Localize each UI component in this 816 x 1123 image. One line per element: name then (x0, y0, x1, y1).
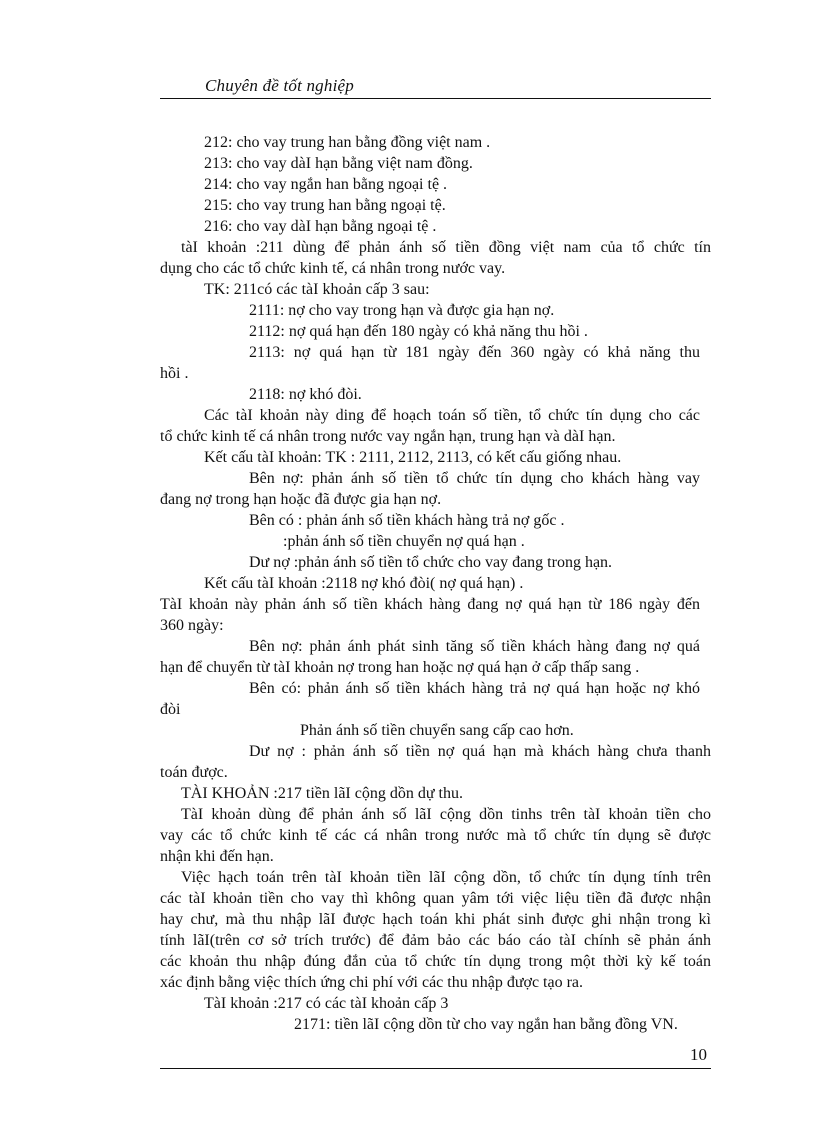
header-divider (160, 98, 711, 99)
text-line: tính lãI(trên cơ sở trích trước) để đảm bảo các báo cáo tàI chính sẽ phản ánh (160, 932, 711, 949)
text-line: 212: cho vay trung han bằng đồng việt nam . (204, 134, 491, 151)
text-line: các tàI khoản tiền cho vay thì không quan yâm tới việc liệu tiền đã được nhận (160, 890, 711, 907)
text-line: Dư nợ :phản ánh số tiền tổ chức cho vay đang trong hạn. (249, 554, 613, 571)
text-line: Việc hạch toán trên tàI khoản tiền lãI cộng dồn, tổ chức tín dụng tính trên (181, 869, 711, 886)
text-line: Kết cấu tàI khoản :2118 nợ khó đòi( nợ quá hạn) . (204, 575, 524, 592)
text-line: Dư nợ : phản ánh số tiền nợ quá hạn mà khách hàng chưa thanh (249, 743, 711, 760)
text-line: đang nợ trong hạn hoặc đã được gia hạn nợ. (160, 491, 442, 508)
text-line: dụng cho các tổ chức kinh tế, cá nhân trong nước vay. (160, 260, 506, 277)
text-line: hạn để chuyển từ tàI khoản nợ trong han hoặc nợ quá hạn ở cấp thấp sang . (160, 659, 640, 676)
text-line: đòi (160, 701, 181, 718)
text-line: 215: cho vay trung han bằng ngoại tệ. (204, 197, 446, 214)
text-line: Bên có: phản ánh số tiền khách hàng trả nợ quá hạn hoặc nợ khó (249, 680, 700, 697)
page-header-title: Chuyên đề tốt nghiệp (205, 76, 354, 95)
text-line: nhận khi đến hạn. (160, 848, 274, 865)
text-line: xác định bằng việc thích ứng chi phí với các thu nhập được tạo ra. (160, 974, 584, 991)
text-line: tổ chức kinh tế cá nhân trong nước vay ngắn hạn, trung hạn và dàI hạn. (160, 428, 616, 445)
text-line: toán được. (160, 764, 228, 781)
text-line: TK: 211có các tàI khoản cấp 3 sau: (204, 281, 430, 298)
text-line: các khoản thu nhập đúng đắn của tổ chức tín dụng trong một thời kỳ kế toán (160, 953, 711, 970)
text-line: vay các tổ chức kinh tế các cá nhân trong nước mà tổ chức tín dụng sẽ được (160, 827, 711, 844)
text-line: :phản ánh số tiền chuyển nợ quá hạn . (283, 533, 525, 550)
text-line: 216: cho vay dàI hạn bằng ngoại tệ . (204, 218, 437, 235)
text-line: 214: cho vay ngắn han bằng ngoại tệ . (204, 176, 448, 193)
text-line: TàI khoản dùng để phản ánh số lãI cộng dồn tinhs trên tàI khoản tiền cho (181, 806, 711, 823)
text-line: Phản ánh số tiền chuyển sang cấp cao hơn. (300, 722, 574, 739)
text-line: 2171: tiền lãI cộng dồn từ cho vay ngắn han bằng đồng VN. (294, 1016, 678, 1033)
text-line: hay chư, mà thu nhập lãI được hạch toán khi phát sinh được ghi nhận trong kì (160, 911, 711, 928)
text-line: 2113: nợ quá hạn từ 181 ngày đến 360 ngày có khả năng thu (249, 344, 700, 361)
text-line: tàI khoản :211 dùng để phản ánh số tiền đồng việt nam của tổ chức tín (181, 239, 711, 256)
text-line: 360 ngày: (160, 617, 224, 634)
footer-divider (160, 1068, 711, 1069)
text-line: TàI khoản :217 có các tàI khoản cấp 3 (204, 995, 449, 1012)
page-number: 10 (690, 1045, 707, 1064)
text-line: Kết cấu tàI khoản: TK : 2111, 2112, 2113, có kết cấu giống nhau. (204, 449, 622, 466)
text-line: 213: cho vay dàI hạn bằng việt nam đồng. (204, 155, 473, 172)
text-line: 2112: nợ quá hạn đến 180 ngày có khả năng thu hồi . (249, 323, 588, 340)
text-line: Bên nợ: phản ánh phát sinh tăng số tiền khách hàng đang nợ quá (249, 638, 700, 655)
text-line: 2118: nợ khó đòi. (249, 386, 362, 403)
text-line: hồi . (160, 365, 189, 382)
text-line: 2111: nợ cho vay trong hạn và được gia hạn nợ. (249, 302, 555, 319)
text-line: Các tàI khoản này ding để hoạch toán số tiền, tổ chức tín dụng cho các (204, 407, 700, 424)
text-line: Bên có : phản ánh số tiền khách hàng trả nợ gốc . (249, 512, 565, 529)
text-line: TàI khoản này phản ánh số tiền khách hàng đang nợ quá hạn từ 186 ngày đến (160, 596, 700, 613)
text-line: Bên nợ: phản ánh số tiền tổ chức tín dụng cho khách hàng vay (249, 470, 700, 487)
text-line: TÀI KHOẢN :217 tiền lãI cộng dồn dự thu. (181, 785, 463, 802)
